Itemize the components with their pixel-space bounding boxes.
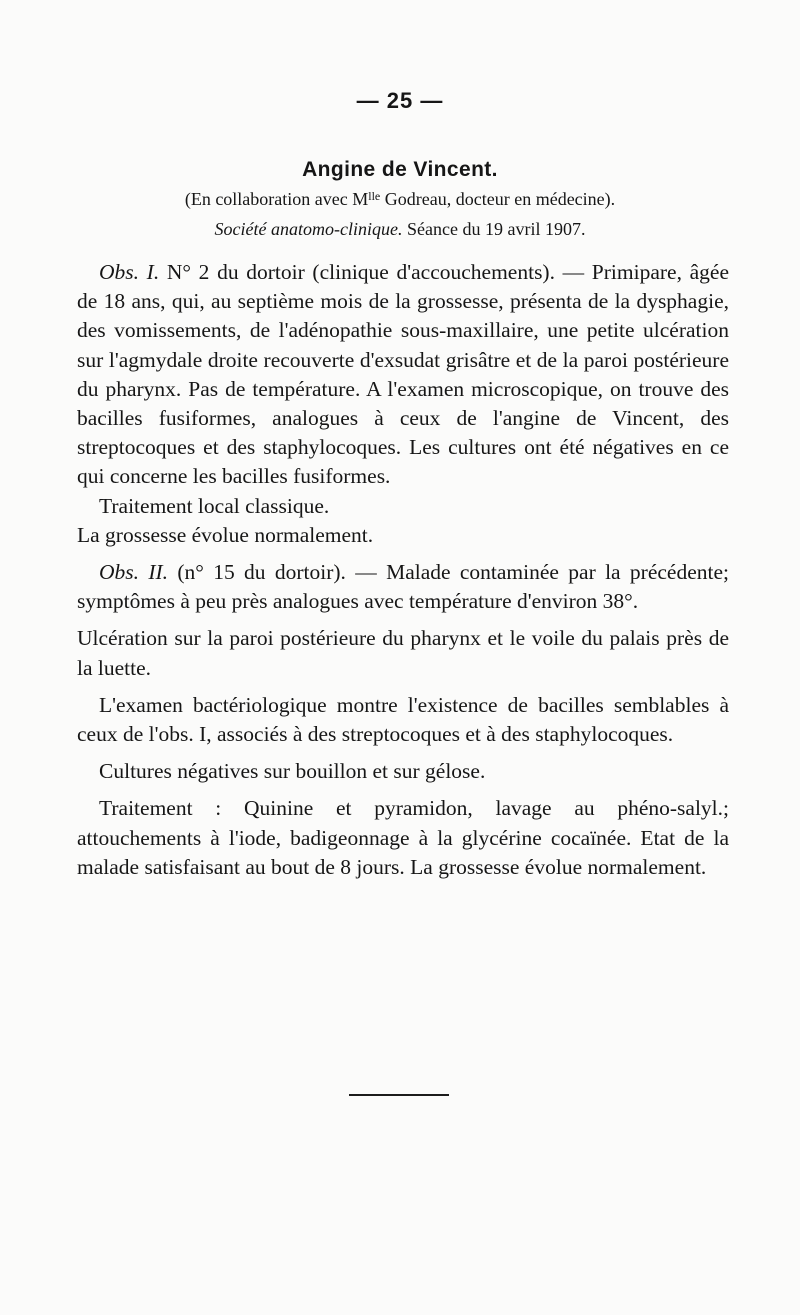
obs1-text: N° 2 du dortoir (clinique d'accouchements). — Primipare, âgée de 18 ans, qui, au septième mois de la grossesse, présenta de la dysphagie, des vomissements, de l'adénopathie sous-maxillaire, une petite ulcération sur l'agmydale droite recouverte d'exsudat grisâtre et de la paroi postérieure du pharynx. Pas de température. A l'examen microscopique, on trouve des bacilles fusiformes, analogues à ceux de l'angine de Vincent, des streptocoques et des staphylocoques. Les cultures ont été négatives en ce qui concerne les bacilles fusiformes.	[77, 260, 729, 489]
collaboration-superscript: lle	[368, 189, 381, 203]
obs2-traitement: Traitement : Quinine et pyramidon, lavage au phéno-salyl.; attouchements à l'iode, badigeonnage à la glycérine cocaïnée. Etat de la malade satisfaisant au bout de 8 jours. La grossesse évolue normalement.	[77, 796, 729, 879]
seance-date: Séance du 19 avril 1907.	[402, 219, 586, 239]
collaboration-text: (En collaboration avec M	[184, 189, 369, 209]
obs2-text: (n° 15 du dortoir). — Malade contaminée par la précédente; symptômes à peu près analogues avec température d'environ 38°.	[77, 560, 729, 614]
obs2-cultures: Cultures négatives sur bouillon et sur gélose.	[99, 759, 486, 784]
obs1-evolution: La grossesse évolue normalement.	[77, 522, 374, 547]
body-text	[77, 258, 729, 882]
obs2-paragraph	[77, 558, 729, 616]
obs1-traitement: Traitement local classique.	[99, 493, 330, 518]
page-number: — 25 —	[356, 88, 444, 113]
section-title: Angine de Vincent.	[302, 158, 498, 181]
obs2-label: Obs. II.	[99, 560, 169, 585]
obs1-label: Obs. I.	[99, 260, 160, 284]
obs2-examen: L'examen bactériologique montre l'existence de bacilles semblables à ceux de l'obs. I, associés à des streptocoques et à des staphylocoques.	[77, 692, 729, 747]
obs1-paragraph	[77, 258, 729, 492]
collaboration-text-end: Godreau, docteur en médecine).	[380, 189, 616, 209]
obs2-ulceration: Ulcération sur la paroi postérieure du pharynx et le voile du palais près de la luette.	[77, 626, 729, 680]
closing-rule	[349, 1094, 449, 1096]
collaboration-note	[0, 186, 800, 212]
seance-line	[0, 216, 800, 242]
society-name: Société anatomo-clinique.	[214, 219, 403, 239]
